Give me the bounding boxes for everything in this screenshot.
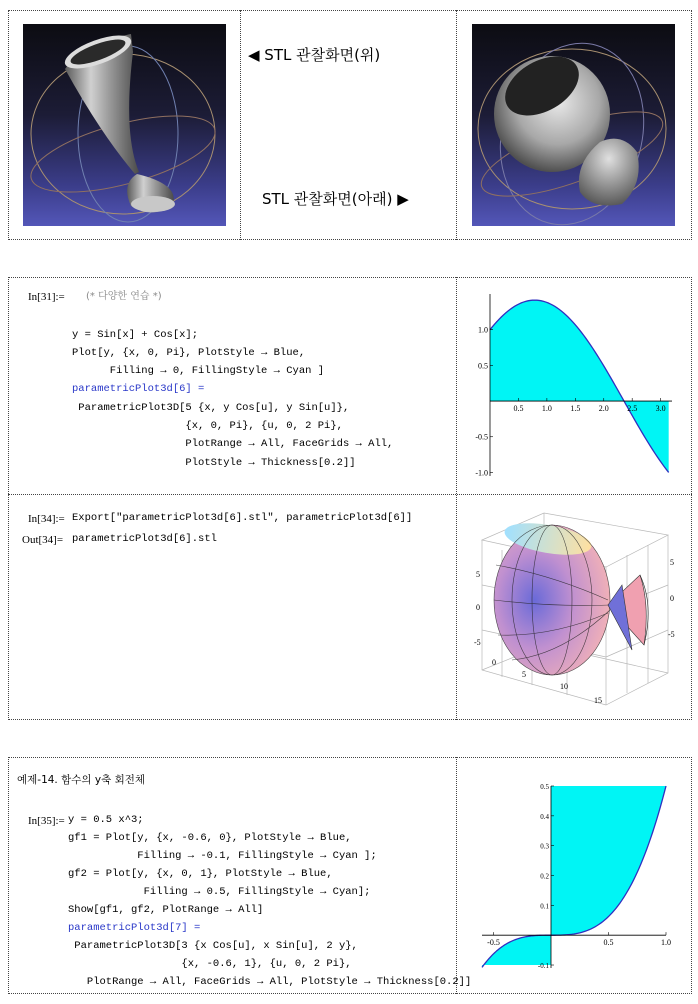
y-tick-label: 0.1 <box>540 902 549 911</box>
stl-viewer-top <box>23 24 226 226</box>
x-tick-label: -0.5 <box>487 938 500 948</box>
in35-prompt: In[35]:= <box>28 815 65 827</box>
stl-label-top: ◀ STL 관찰화면(위) <box>248 46 381 64</box>
code-line: Filling → 0.5, FillingStyle → Cyan]; <box>68 886 371 898</box>
code-line: ParametricPlot3D[5 {x, y Cos[u], y Sin[u]}, <box>72 402 350 414</box>
x-tick-label: 1.5 <box>570 404 581 414</box>
code-line: gf1 = Plot[y, {x, -0.6, 0}, PlotStyle → Blue, <box>68 832 352 844</box>
plot3d-tick: 0 <box>492 658 496 667</box>
code-line: {x, -0.6, 1}, {u, 0, 2 Pi}, <box>68 958 352 970</box>
example14-title: 예제-14. 함수의 y축 회전체 <box>17 774 146 786</box>
plot3d-tick: 5 <box>476 570 480 579</box>
plot-sin-cos <box>472 288 678 484</box>
code-line: PlotRange → All, FaceGrids → All, PlotStyle → Thickness[0.2]] <box>68 976 472 988</box>
out34-prompt: Out[34]= <box>22 534 64 546</box>
plot3d-tick: -5 <box>474 638 481 647</box>
y-tick-label: 0.4 <box>540 812 549 821</box>
code-line: Plot[y, {x, 0, Pi}, PlotStyle → Blue, <box>72 347 306 359</box>
code-line: ParametricPlot3D[3 {x Cos[u], x Sin[u], 2 y}, <box>68 940 358 952</box>
plot3d-tick: 5 <box>670 558 674 567</box>
x-tick-label: 3.0 <box>655 404 666 414</box>
plot-cubic <box>470 778 680 976</box>
stl-viewer-bottom <box>472 24 675 226</box>
in34-code[interactable]: Export["parametricPlot3d[6].stl", parametricPlot3d[6]] <box>72 512 413 524</box>
y-tick-label: 1.0 <box>478 325 488 335</box>
in31-prompt: In[31]:= <box>28 291 65 303</box>
chart-cubic-svg <box>470 778 680 976</box>
x-tick-label: 1.0 <box>661 938 671 948</box>
code-line: gf2 = Plot[y, {x, 0, 1}, PlotStyle → Blue, <box>68 868 333 880</box>
x-tick-label: 0.5 <box>603 938 614 948</box>
x-tick-label: 1.0 <box>541 404 552 414</box>
chart-fill-area <box>551 786 666 935</box>
code-line: Filling → -0.1, FillingStyle → Cyan ]; <box>68 850 377 862</box>
code-line: Filling → 0, FillingStyle → Cyan ] <box>72 365 325 377</box>
x-tick-label: 0.5 <box>513 404 524 414</box>
plot3d-tick: 10 <box>560 682 568 691</box>
code-line: parametricPlot3d[7] = <box>68 922 201 934</box>
plot3d-render <box>472 505 678 710</box>
code-line: y = 0.5 x^3; <box>68 814 144 826</box>
y-tick-label: -1.0 <box>475 468 488 478</box>
y-tick-label: -0.5 <box>475 432 488 442</box>
stl-label-bottom: STL 관찰화면(아래) ▶ <box>262 190 409 208</box>
code-line: PlotStyle → Thickness[0.2]] <box>72 457 356 469</box>
in34-prompt: In[34]:= <box>28 513 65 525</box>
x-tick-label: 2.0 <box>598 404 609 414</box>
plot3d-tick: 0 <box>670 594 674 603</box>
plot3d-tick: 15 <box>594 696 602 705</box>
code-line: PlotRange → All, FaceGrids → All, <box>72 438 394 450</box>
y-tick-label: 0.3 <box>540 842 549 851</box>
code-line: y = Sin[x] + Cos[x]; <box>72 329 199 341</box>
plot3d-tick: 0 <box>476 603 480 612</box>
chart-fill-area <box>490 300 669 472</box>
y-tick-label: -0.1 <box>537 962 549 971</box>
y-tick-label: 0.5 <box>478 361 488 371</box>
in31-comment: (* 다양한 연습 *) <box>86 291 162 302</box>
code-line: {x, 0, Pi}, {u, 0, 2 Pi}, <box>72 420 343 432</box>
x-tick-label: 2.5 <box>627 404 638 414</box>
code-line: Show[gf1, gf2, PlotRange → All] <box>68 904 264 916</box>
y-tick-label: 0.2 <box>540 872 549 881</box>
out34-value: parametricPlot3d[6].stl <box>72 533 217 545</box>
code-line: parametricPlot3d[6] = <box>72 383 205 395</box>
plot3d-tick: 5 <box>522 670 526 679</box>
plot3d-tick: -5 <box>668 630 675 639</box>
chart-sin-cos-svg <box>472 288 678 484</box>
y-tick-label: 0.5 <box>540 783 549 791</box>
